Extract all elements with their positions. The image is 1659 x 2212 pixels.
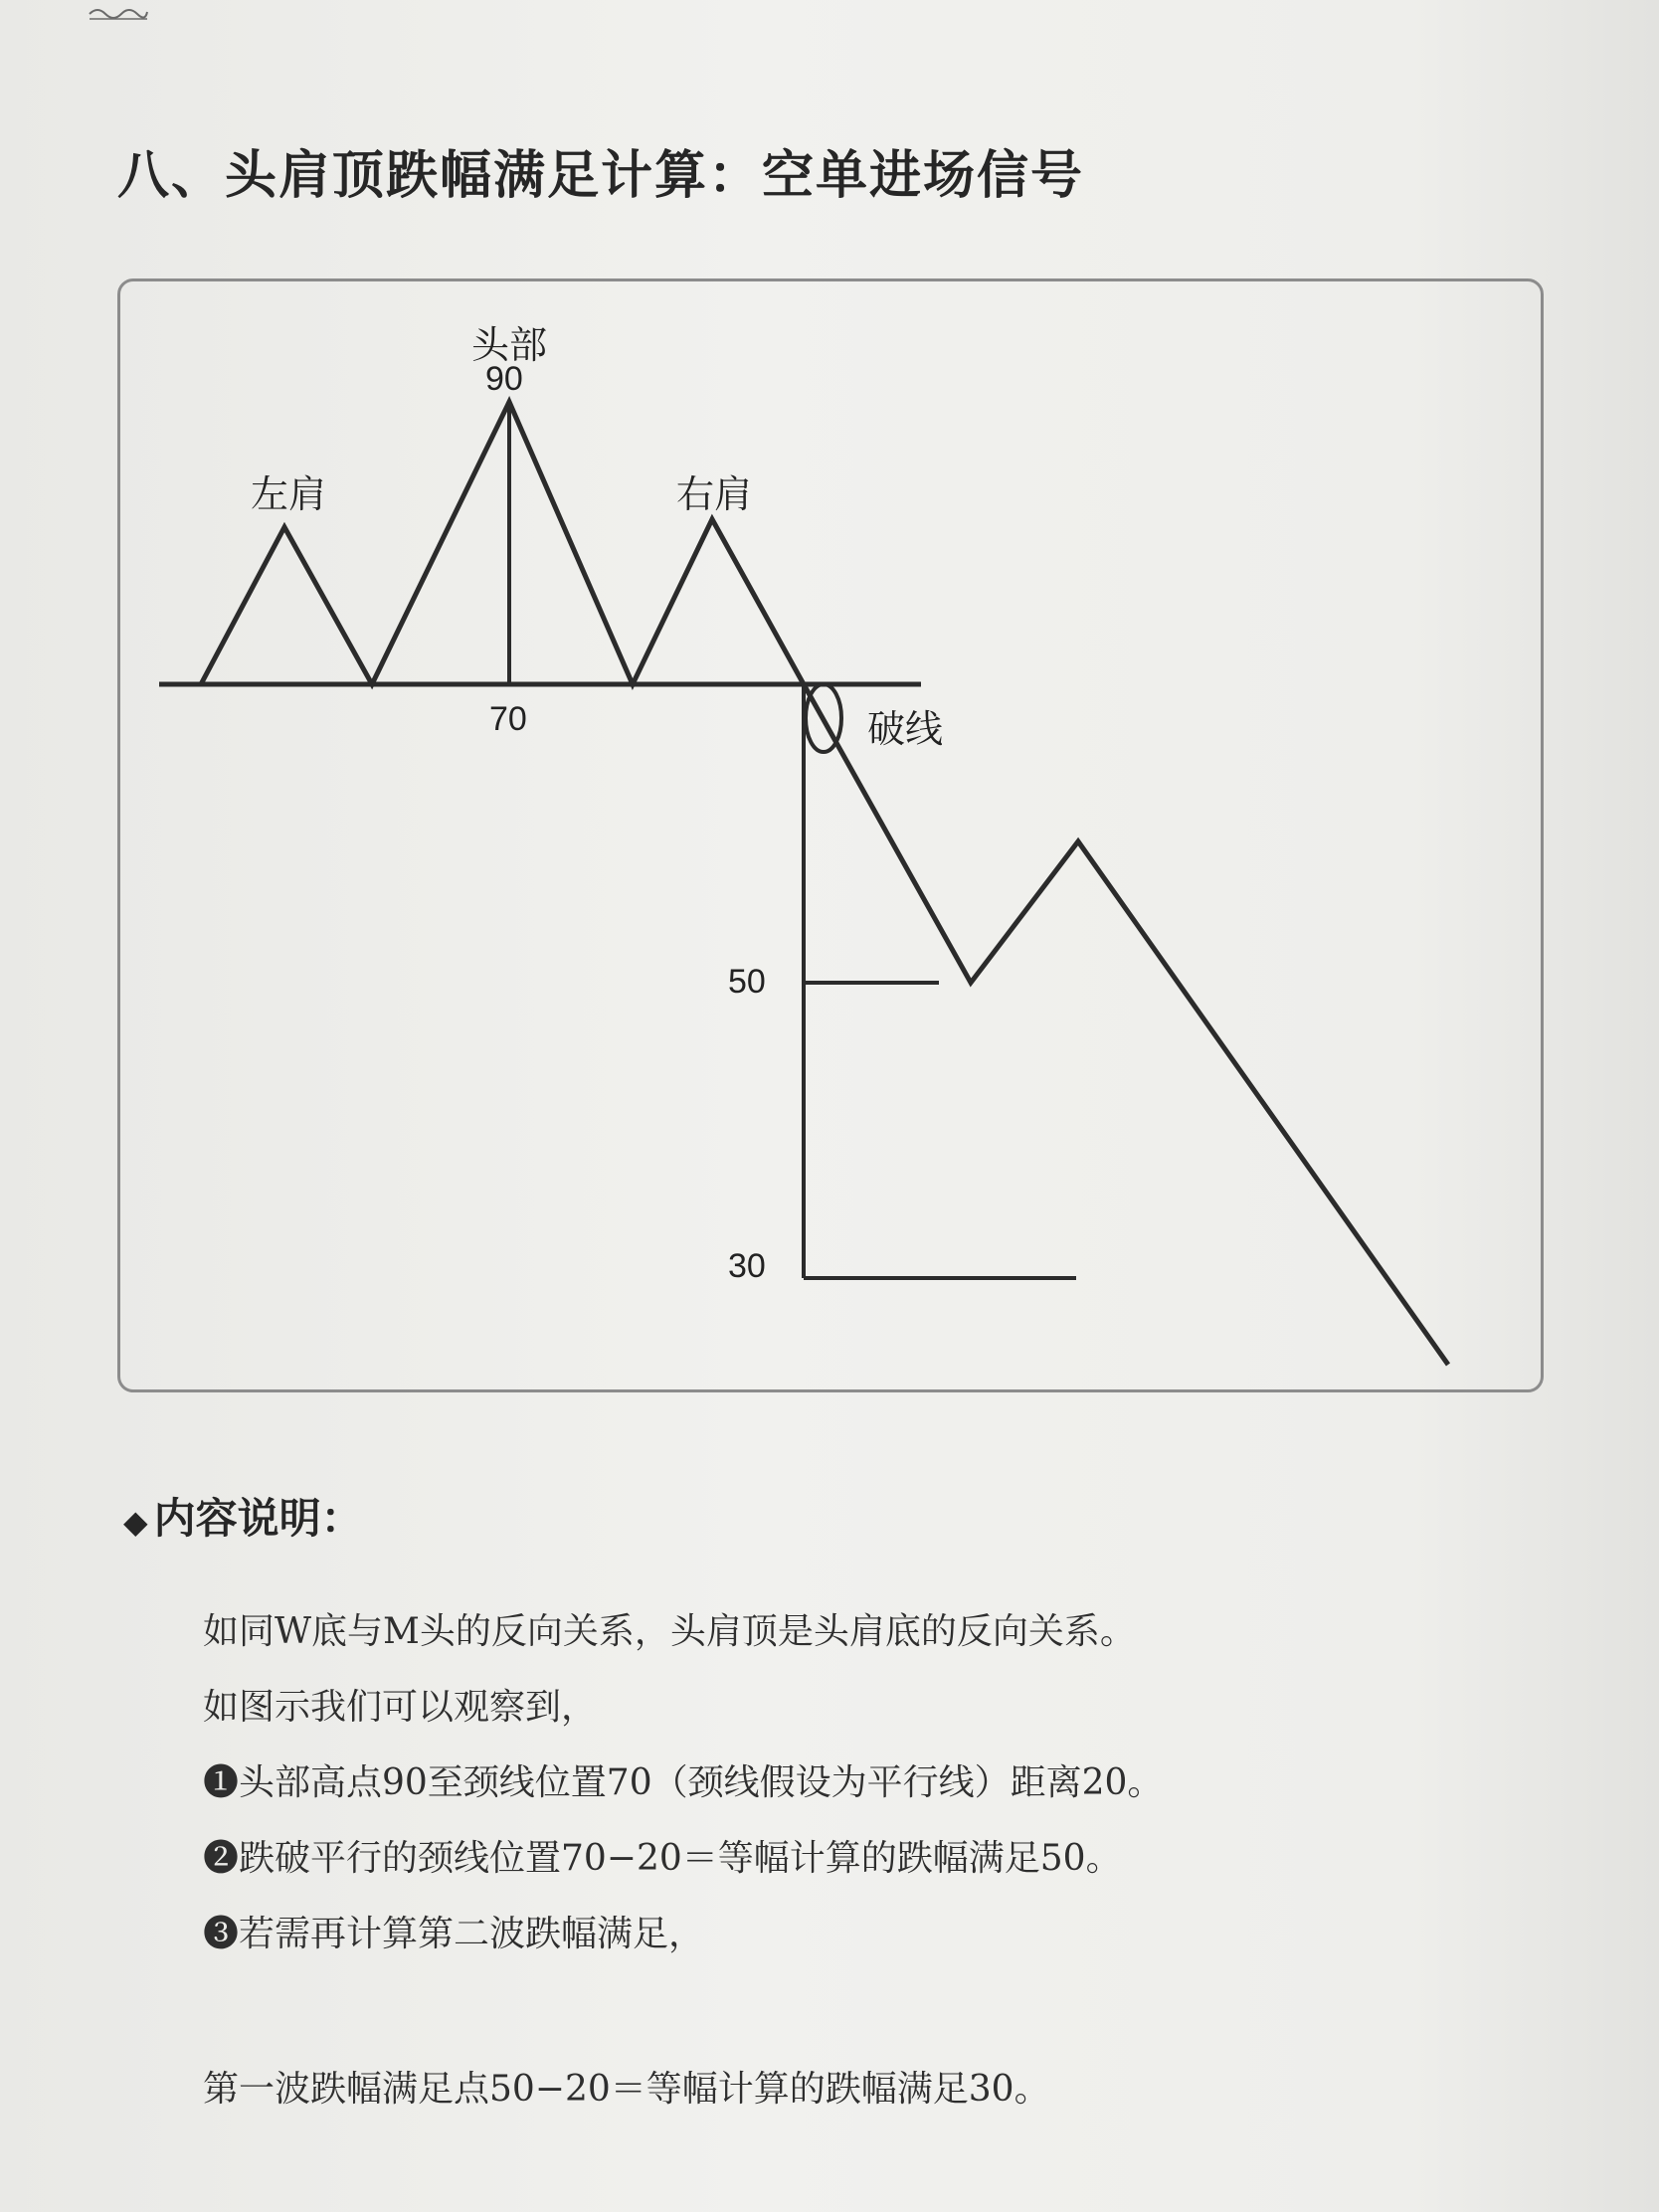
paragraph-1: 如同W底与M头的反向关系，头肩顶是头肩底的反向关系。 xyxy=(203,1611,1136,1652)
breakout-label: 破线 xyxy=(867,707,944,751)
paragraph-6: 第一波跌幅满足点50−20＝等幅计算的跌幅满足30。 xyxy=(203,2069,1050,2110)
content-heading-text: 内容说明： xyxy=(153,1494,363,1543)
paragraph-2: 如图示我们可以观察到， xyxy=(203,1687,598,1728)
content-heading xyxy=(123,1486,363,1546)
head-label: 头部 xyxy=(471,323,548,367)
right-shoulder-label: 右肩 xyxy=(676,472,753,516)
left-shoulder-label: 左肩 xyxy=(251,472,327,516)
neckline-value-label: 70 xyxy=(489,700,527,738)
paragraph-5: ❸若需再计算第二波跌幅满足， xyxy=(203,1914,705,1954)
target-30-label: 30 xyxy=(728,1247,766,1285)
section-title: 八、头肩顶跌幅满足计算：空单进场信号 xyxy=(117,146,1085,206)
paragraph-4: ❷跌破平行的颈线位置70−20＝等幅计算的跌幅满足50。 xyxy=(203,1838,1122,1879)
paragraph-3: ❶头部高点90至颈线位置70（颈线假设为平行线）距离20。 xyxy=(203,1762,1164,1803)
target-50-label: 50 xyxy=(728,963,766,1001)
head-value-label: 90 xyxy=(485,360,523,398)
price-path xyxy=(201,402,1448,1365)
diamond-bullet-icon: ◆ xyxy=(123,1503,148,1541)
